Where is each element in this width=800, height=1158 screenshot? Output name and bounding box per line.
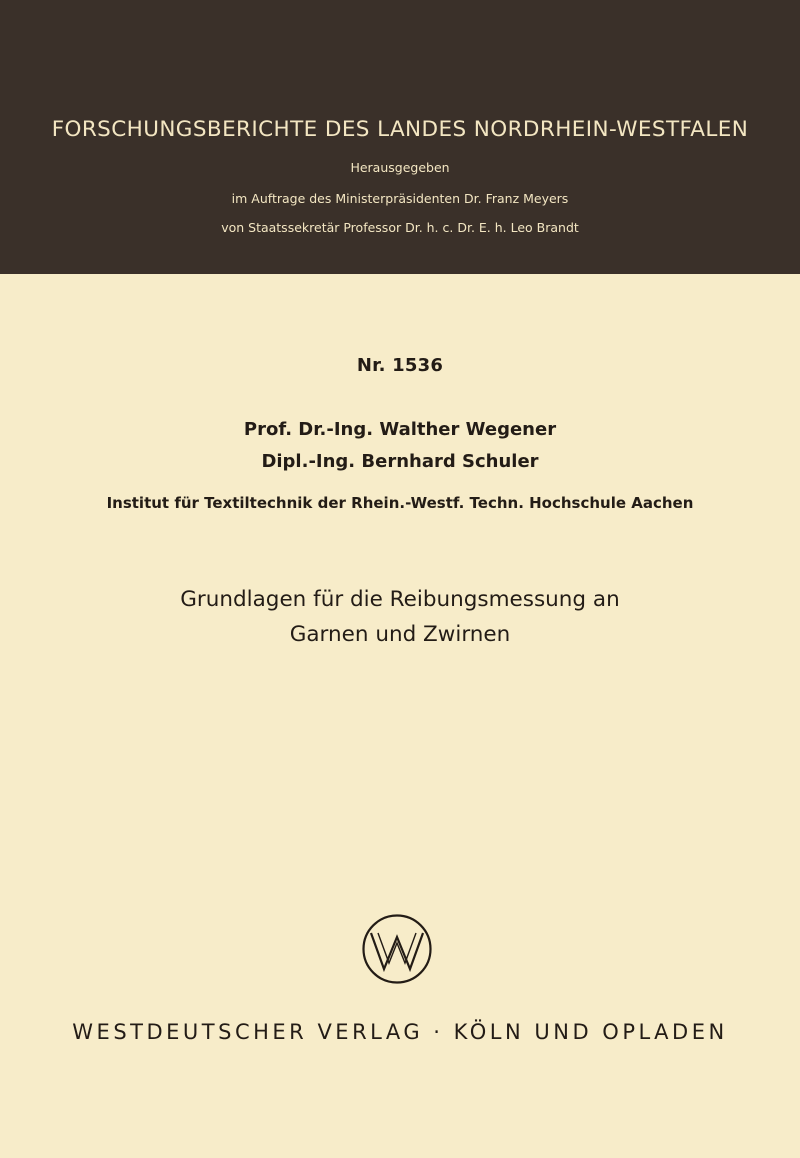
header-band xyxy=(0,0,800,274)
institute: Institut für Textiltechnik der Rhein.-Westf. Techn. Hochschule Aachen xyxy=(106,494,694,512)
book-title-line-1: Grundlagen für die Reibungsmessung an xyxy=(180,587,620,612)
on-behalf-line: im Auftrage des Ministerpräsidenten Dr. Franz Meyers xyxy=(231,191,569,206)
series-title: FORSCHUNGSBERICHTE DES LANDES NORDRHEIN-WESTFALEN xyxy=(51,117,749,142)
edited-by-line: Herausgegeben xyxy=(350,160,450,175)
westdeutscher-verlag-ww-logo-icon xyxy=(361,913,433,985)
author-2: Dipl.-Ing. Bernhard Schuler xyxy=(261,451,539,472)
publisher-name: WESTDEUTSCHER VERLAG · KÖLN UND OPLADEN xyxy=(72,1020,728,1044)
author-1: Prof. Dr.-Ing. Walther Wegener xyxy=(243,419,557,440)
issue-number: Nr. 1536 xyxy=(356,355,444,376)
secretary-line: von Staatssekretär Professor Dr. h. c. Dr. E. h. Leo Brandt xyxy=(221,220,579,235)
book-title-line-2: Garnen und Zwirnen xyxy=(289,622,511,647)
